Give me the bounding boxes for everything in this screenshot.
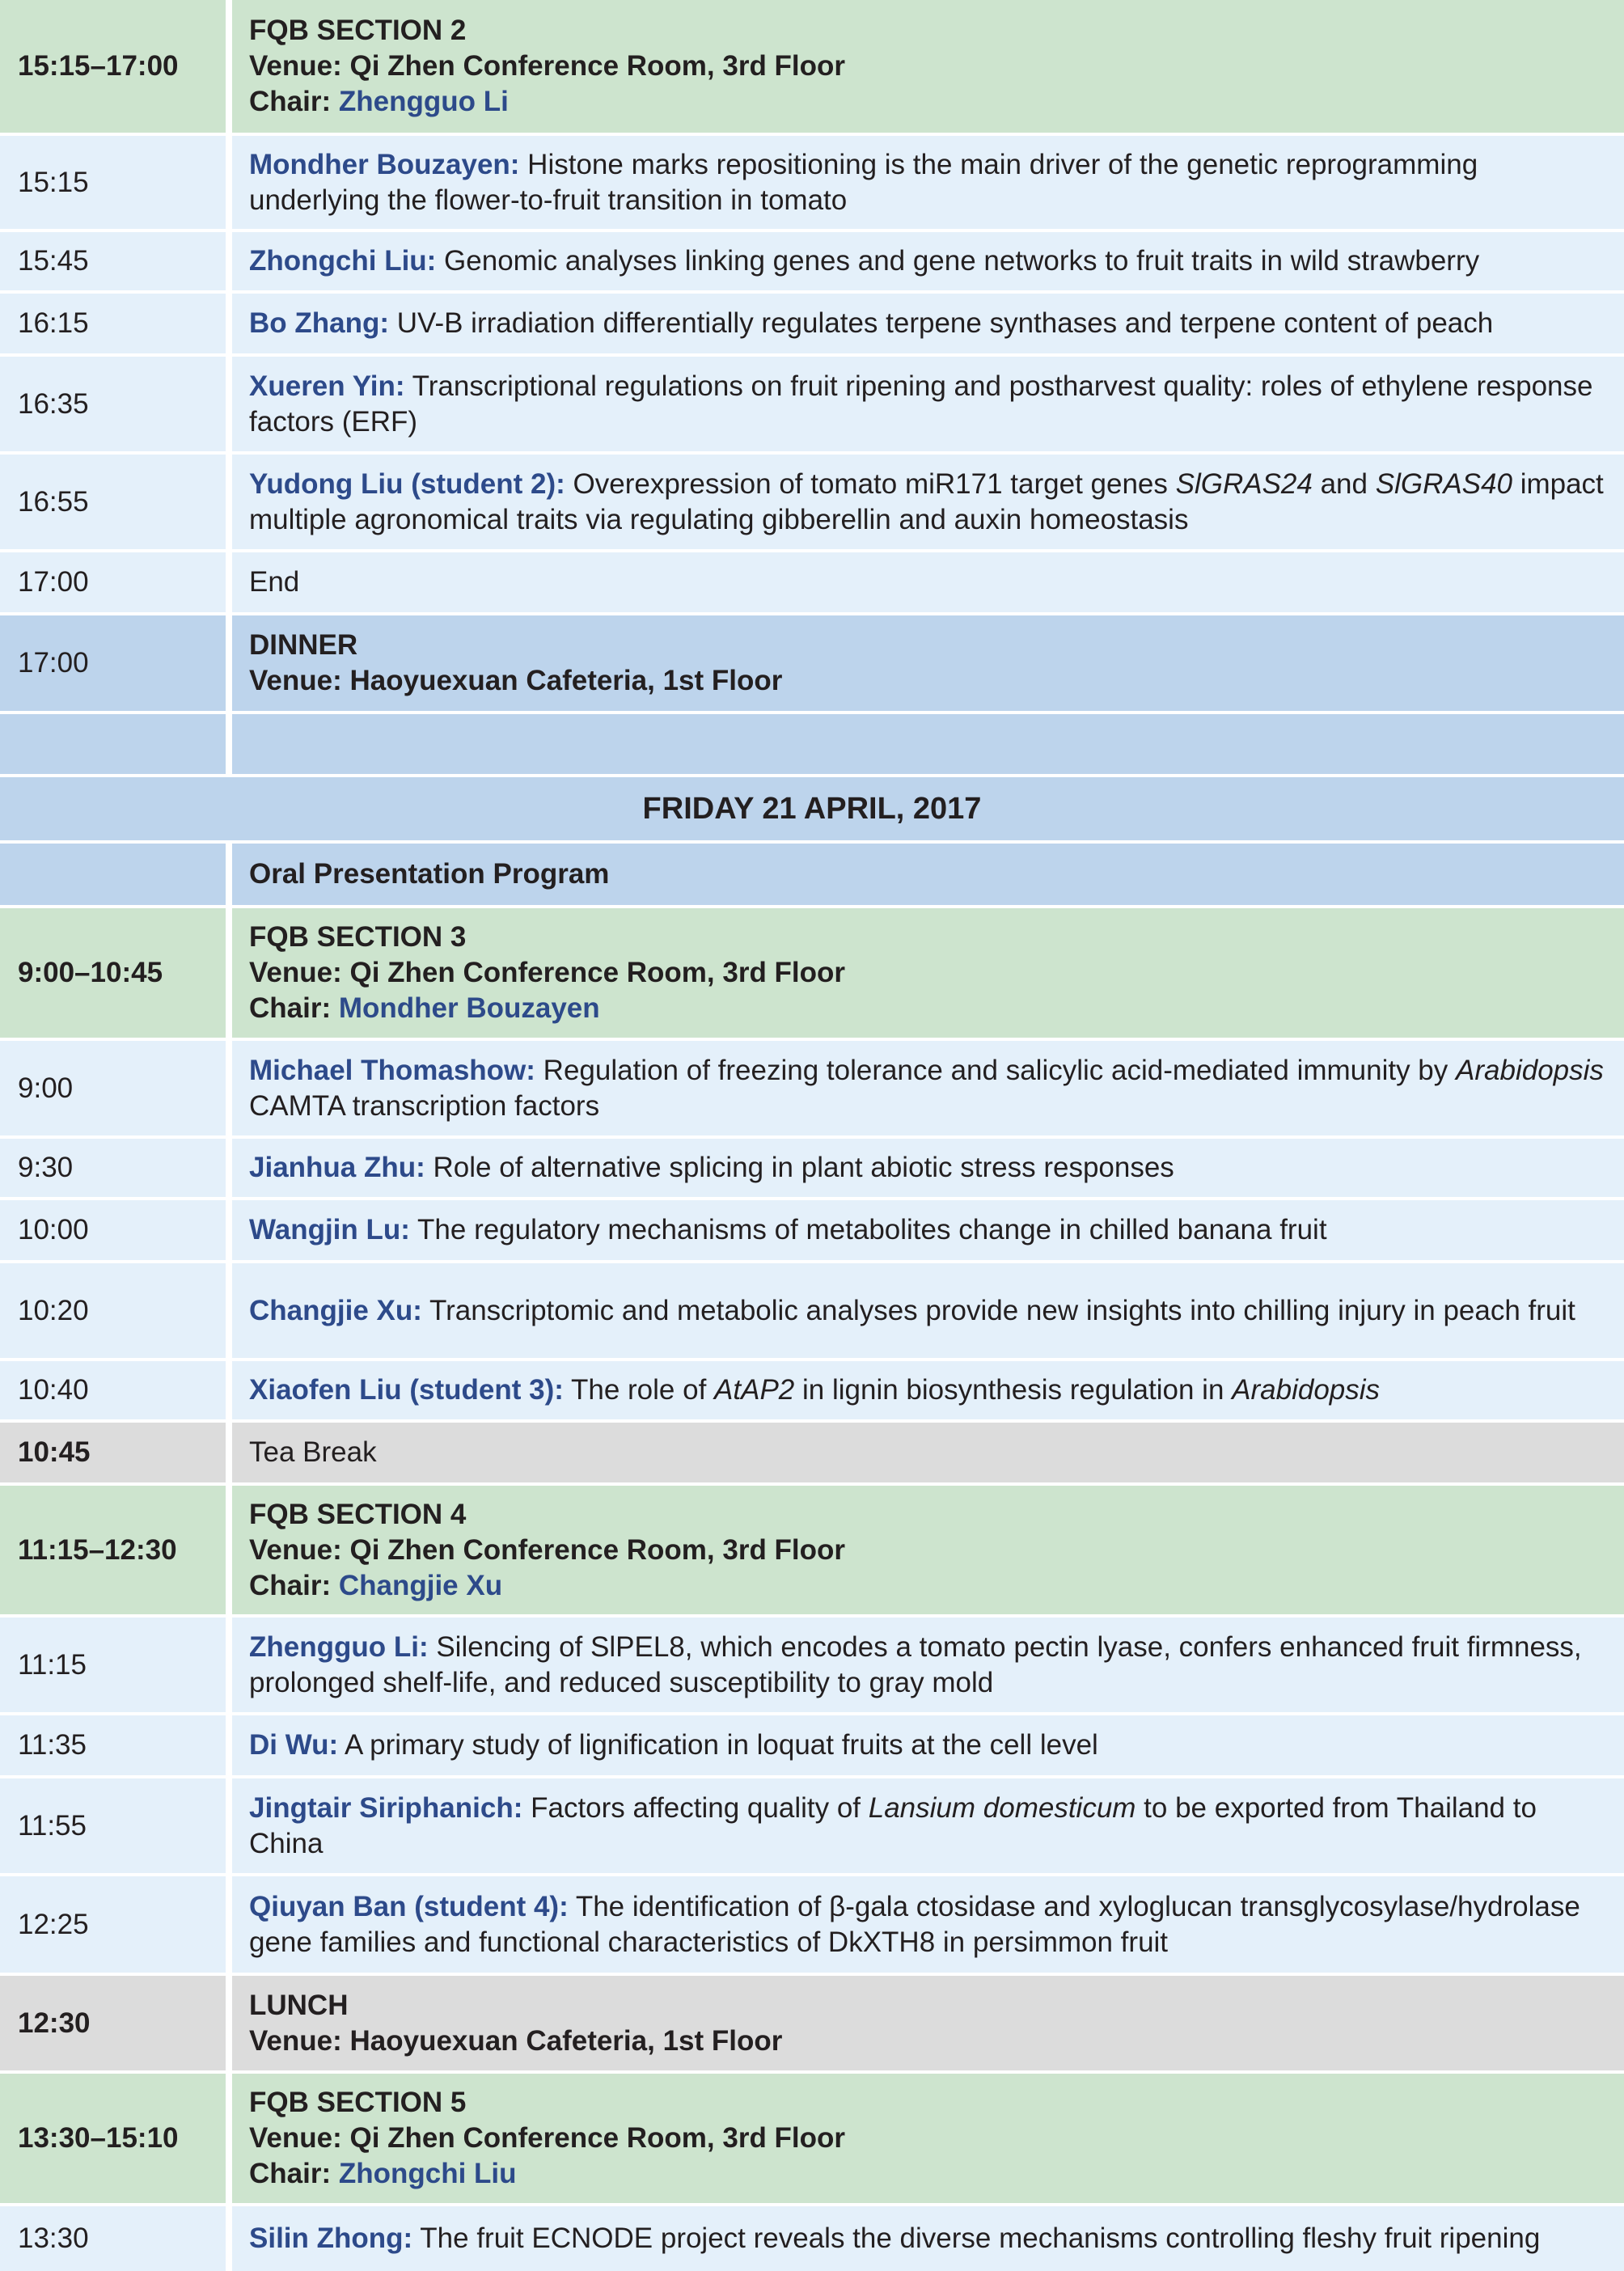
talk-info: [232, 136, 1624, 229]
session-title: FQB SECTION 2: [249, 15, 467, 46]
session-row: [0, 908, 1624, 1038]
talk-time: 16:55: [0, 455, 226, 549]
talk-speaker: Silin Zhong:: [249, 2222, 413, 2254]
spacer-cell: [232, 714, 1624, 774]
talk-time: 10:40: [0, 1361, 226, 1419]
session-row: [0, 1486, 1624, 1614]
session-venue: Venue: Qi Zhen Conference Room, 3rd Floor: [249, 2122, 846, 2154]
talk-row: [0, 232, 1624, 290]
talk-row: [0, 1361, 1624, 1419]
talk-speaker: Mondher Bouzayen:: [249, 148, 520, 180]
talk-title: The fruit ECNODE project reveals the diverse mechanisms controlling fleshy fruit ripening: [412, 2222, 1541, 2254]
dinner-venue: Venue: Haoyuexuan Cafeteria, 1st Floor: [249, 665, 783, 696]
gene-name: SlGRAS40: [1375, 467, 1512, 500]
talk-title: Role of alternative splicing in plant abiotic stress responses: [425, 1152, 1174, 1183]
program-row: [0, 844, 1624, 905]
talk-title-part: to be exported from Thailand to China: [249, 1791, 1537, 1859]
talk-title-part: Regulation of freezing tolerance and salicylic acid-mediated immunity by: [535, 1054, 1457, 1086]
talk-row: [0, 1715, 1624, 1775]
talk-time: 9:30: [0, 1139, 226, 1197]
talk-speaker: Changjie Xu:: [249, 1294, 422, 1326]
talk-time: 16:15: [0, 294, 226, 353]
talk-info: [232, 232, 1624, 290]
talk-speaker: Qiuyan Ban (student 4):: [249, 1890, 569, 1922]
end-label: End: [232, 552, 1624, 612]
chair-label: Chair:: [249, 86, 332, 117]
talk-time: 11:15: [0, 1618, 226, 1712]
talk-time: 13:30: [0, 2206, 226, 2271]
talk-title: UV-B irradiation differentially regulates terpene synthases and terpene content of peach: [389, 307, 1494, 339]
chair-label: Chair:: [249, 992, 332, 1024]
session-row: [0, 0, 1624, 133]
talk-info: [232, 1200, 1624, 1260]
session-chair: Mondher Bouzayen: [338, 992, 600, 1024]
talk-title: A primary study of lignification in loquat fruits at the cell level: [338, 1729, 1098, 1761]
tea-break-time: 10:45: [0, 1423, 226, 1482]
talk-time: 10:00: [0, 1200, 226, 1260]
talk-row: [0, 1041, 1624, 1136]
talk-row: [0, 1618, 1624, 1712]
talk-title: The identification of β-gala ctosidase and xyloglucan transglycosylase/hydrolase gene families and functional characteristics of DkXTH8 in persimmon fruit: [249, 1890, 1580, 1958]
session-time: 9:00–10:45: [0, 908, 226, 1038]
talk-info: [232, 1778, 1624, 1873]
talk-title: Transcriptomic and metabolic analyses provide new insights into chilling injury in peach fruit: [421, 1294, 1575, 1326]
end-time: 17:00: [0, 552, 226, 612]
talk-speaker: Yudong Liu (student 2):: [249, 467, 565, 500]
session-venue: Venue: Qi Zhen Conference Room, 3rd Floor: [249, 50, 846, 82]
talk-row: [0, 1263, 1624, 1358]
talk-speaker: Jingtair Siriphanich:: [249, 1791, 523, 1824]
talk-title-part: Factors affecting quality of: [522, 1791, 869, 1824]
date-heading: FRIDAY 21 APRIL, 2017: [642, 791, 982, 826]
talk-time: 15:45: [0, 232, 226, 290]
talk-info: [232, 1618, 1624, 1712]
tea-break-label: Tea Break: [232, 1423, 1624, 1482]
talk-title-part: and: [1312, 467, 1376, 500]
lunch-venue: Venue: Haoyuexuan Cafeteria, 1st Floor: [249, 2024, 783, 2057]
species-name: Lansium domesticum: [868, 1791, 1136, 1824]
session-info: [232, 0, 1624, 133]
talk-time: 15:15: [0, 136, 226, 229]
lunch-row: [0, 1976, 1624, 2070]
session-row: [0, 2074, 1624, 2203]
talk-info: [232, 357, 1624, 451]
talk-title-part: CAMTA transcription factors: [249, 1089, 600, 1122]
talk-title-part: The role of: [563, 1374, 715, 1406]
talk-speaker: Zhengguo Li:: [249, 1630, 429, 1663]
talk-title-part: impact multiple agronomical traits via regulating gibberellin and auxin homeostasis: [249, 467, 1604, 535]
talk-info: [232, 455, 1624, 549]
talk-title: Histone marks repositioning is the main driver of the genetic reprogramming underlying the flower-to-fruit transition in tomato: [249, 148, 1478, 216]
dinner-info: [232, 615, 1624, 711]
talk-title: Genomic analyses linking genes and gene networks to fruit traits in wild strawberry: [436, 245, 1480, 277]
talk-speaker: Xiaofen Liu (student 3):: [249, 1374, 564, 1406]
talk-time: 16:35: [0, 357, 226, 451]
dinner-title: DINNER: [249, 629, 358, 661]
chair-label: Chair:: [249, 1569, 332, 1601]
talk-speaker: Michael Thomashow:: [249, 1054, 535, 1086]
dinner-row: [0, 615, 1624, 711]
talk-speaker: Di Wu:: [249, 1729, 339, 1761]
talk-row: [0, 2206, 1624, 2271]
talk-row: [0, 357, 1624, 451]
talk-row: [0, 1200, 1624, 1260]
talk-time: 9:00: [0, 1041, 226, 1136]
talk-info: [232, 2206, 1624, 2271]
talk-title-part: in lignin biosynthesis regulation in: [794, 1374, 1233, 1406]
tea-break-row: [0, 1423, 1624, 1482]
talk-time: 11:55: [0, 1778, 226, 1873]
lunch-info: [232, 1976, 1624, 2070]
talk-info: [232, 1876, 1624, 1973]
session-chair: Zhengguo Li: [338, 86, 509, 117]
spacer-cell: [0, 714, 226, 774]
session-venue: Venue: Qi Zhen Conference Room, 3rd Floor: [249, 957, 846, 988]
talk-info: [232, 1361, 1624, 1419]
talk-title: The regulatory mechanisms of metabolites change in chilled banana fruit: [409, 1214, 1327, 1245]
gene-name: AtAP2: [714, 1374, 795, 1406]
talk-row: [0, 136, 1624, 229]
spacer-row: [0, 714, 1624, 774]
talk-row: [0, 1876, 1624, 1973]
session-time: 11:15–12:30: [0, 1486, 226, 1614]
talk-row: [0, 1778, 1624, 1873]
date-heading-row: [0, 777, 1624, 840]
session-chair: Zhongchi Liu: [338, 2158, 517, 2189]
talk-time: 11:35: [0, 1715, 226, 1775]
talk-title: Transcriptional regulations on fruit ripening and postharvest quality: roles of ethylene response factors (ERF): [249, 370, 1593, 438]
lunch-time: 12:30: [0, 1976, 226, 2070]
talk-row: [0, 1139, 1624, 1197]
session-title: FQB SECTION 5: [249, 2087, 467, 2118]
talk-speaker: Wangjin Lu:: [249, 1214, 410, 1245]
chair-label: Chair:: [249, 2158, 332, 2189]
session-time: 15:15–17:00: [0, 0, 226, 133]
talk-info: [232, 1715, 1624, 1775]
session-info: [232, 908, 1624, 1038]
talk-info: [232, 1139, 1624, 1197]
talk-row: [0, 294, 1624, 353]
program-label: Oral Presentation Program: [232, 844, 1624, 905]
talk-speaker: Jianhua Zhu:: [249, 1152, 425, 1183]
program-empty-cell: [0, 844, 226, 905]
session-title: FQB SECTION 3: [249, 921, 467, 953]
talk-info: [232, 1263, 1624, 1358]
session-chair: Changjie Xu: [338, 1569, 503, 1601]
talk-info: [232, 1041, 1624, 1136]
talk-speaker: Zhongchi Liu:: [249, 245, 437, 277]
session-time: 13:30–15:10: [0, 2074, 226, 2203]
lunch-title: LUNCH: [249, 1989, 349, 2021]
talk-time: 12:25: [0, 1876, 226, 1973]
session-info: [232, 2074, 1624, 2203]
session-venue: Venue: Qi Zhen Conference Room, 3rd Floor: [249, 1533, 846, 1566]
talk-time: 10:20: [0, 1263, 226, 1358]
organism-name: Arabidopsis: [1456, 1054, 1604, 1086]
session-info: [232, 1486, 1624, 1614]
talk-info: [232, 294, 1624, 353]
session-title: FQB SECTION 4: [249, 1498, 467, 1530]
talk-title: Silencing of SlPEL8, which encodes a tomato pectin lyase, confers enhanced fruit firmness, prolonged shelf-life, and reduced susceptibility to gray mold: [249, 1630, 1582, 1698]
talk-row: [0, 455, 1624, 549]
talk-speaker: Xueren Yin:: [249, 370, 405, 402]
talk-title-part: Overexpression of tomato miR171 target genes: [565, 467, 1176, 500]
dinner-time: 17:00: [0, 615, 226, 711]
end-row: [0, 552, 1624, 612]
talk-speaker: Bo Zhang:: [249, 307, 390, 339]
gene-name: SlGRAS24: [1175, 467, 1313, 500]
organism-name: Arabidopsis: [1232, 1374, 1381, 1406]
